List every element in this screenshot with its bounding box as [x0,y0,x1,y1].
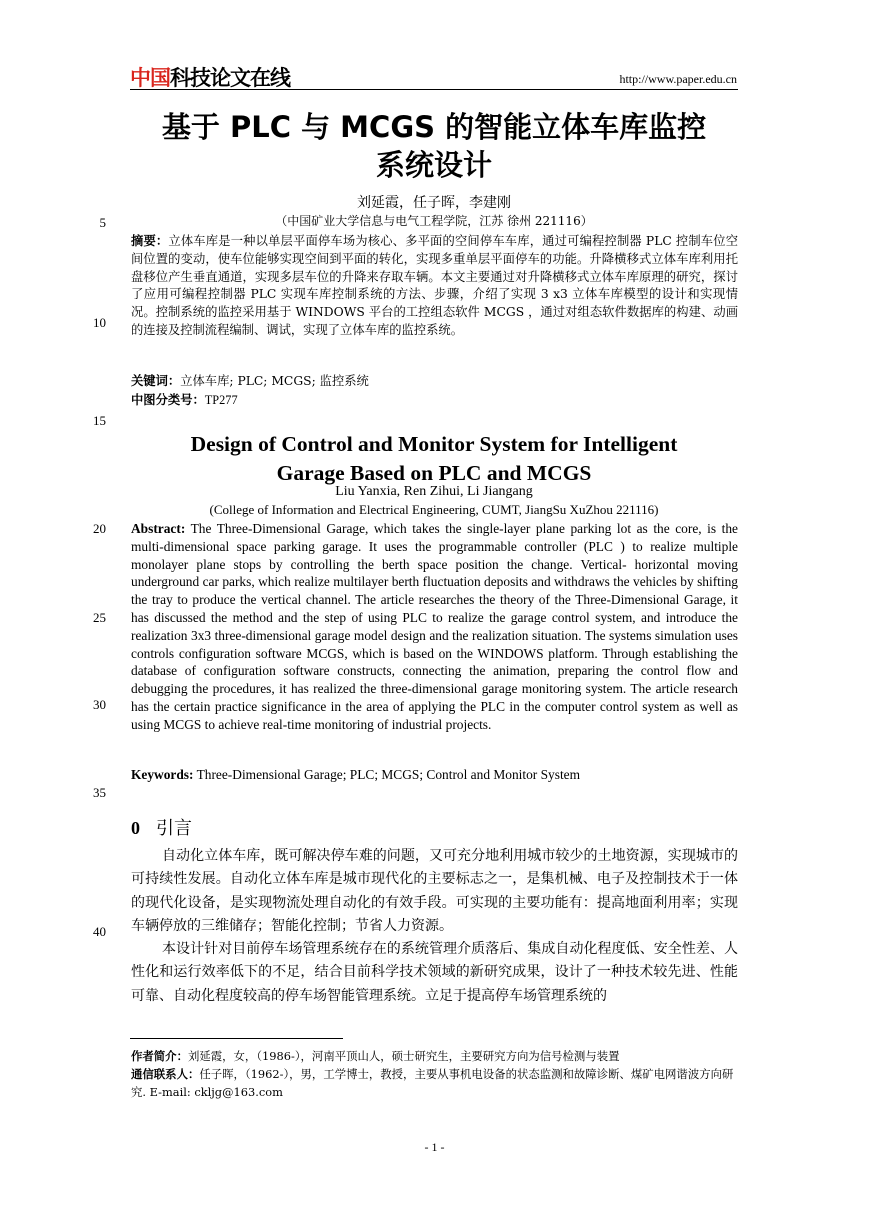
authors-en: Liu Yanxia, Ren Zihui, Li Jiangang [335,484,533,499]
header-url[interactable]: http://www.paper.edu.cn [619,72,737,86]
title-cn [130,108,738,184]
title-en-line1: Design of Control and Monitor System for Intelligent [190,432,678,456]
abstract-en [131,520,738,734]
line-number: 20 [93,521,106,536]
abstract-en-label: Abstract: [131,521,186,536]
abstract-cn [131,233,738,340]
footnote-author-label: 作者简介： [131,1049,188,1063]
keywords-cn [131,373,738,391]
body-paragraph-1: 自动化立体车库，既可解决停车难的问题，又可充分地利用城市较少的土地资源，实现城市的可持续性发展。自动化立体车库是城市现代化的主要标志之一，是集机械、电子及控制技术于一体的现代化设备，是实现物流处理自动化的有效手段。可实现的主要功能有：提高地面利用率；实现车辆停放的三维储存；智能化控制；节省人力资源。 [131,848,738,934]
line-number: 30 [93,697,106,712]
abstract-en-text: The Three-Dimensional Garage, which takes the single-layer plane parking lot as the core, is the multi-dimensional space parking garage. It uses the programmable controller (PLC ) to realize multiple monolayer plane stops by controlling the berth space position the change. Vertical- horizontal moving underground car parks, which realize multilayer berth fluctuation deposits and withdraws the vehicles by shifting the tray to produce the vertical channel. The article researches the theory of the Three-Dimensional Garage, it has discussed the method and the step of using PLC to realize the garage control system, and introduce the realization 3x3 three-dimensional garage model design and the realization situation. The systems simulation uses controls configuration software MCGS, which is based on the WINDOWS platform. Through establishing the database of configuration software constructs, connecting the animation, preparing the control flow and debugging the procedures, it has realized the three-dimensional garage monitoring system. The article research has the certain practice significance in the area of applying the PLC in the computer control system as well as using MCGS to achieve real-time monitoring of industrial projects. [131,521,738,732]
footnote-contact-label: 通信联系人： [131,1067,200,1081]
footnote-rule [130,1038,343,1039]
keywords-cn-label: 关键词： [131,374,181,388]
keywords-en-label: Keywords: [131,767,194,782]
logo-red-text: 中国 [130,66,170,90]
body-paragraph-2: 本设计针对目前停车场管理系统存在的系统管理介质落后、集成自动化程度低、安全性差、人性化和运行效率低下的不足，结合目前科学技术领域的新研究成果，设计了一种技术较先进、性能可靠、自动化程度较高的停车场智能管理系统。立足于提高停车场管理系统的 [131,941,738,1004]
authors-cn: 刘延霞，任子晖，李建刚 [357,195,511,211]
title-en [130,430,738,488]
title-en-line2: Garage Based on PLC and MCGS [276,461,592,485]
page-number: - 1 - [424,1140,445,1154]
footnote-author [131,1047,738,1065]
line-number: 40 [93,924,106,939]
line-number: 5 [99,215,106,230]
classification-cn-label: 中图分类号： [131,393,205,407]
site-logo [130,62,290,92]
title-cn-line2: 系统设计 [375,148,492,182]
section-number: 0 [131,818,140,838]
affiliation-cn: （中国矿业大学信息与电气工程学院，江苏 徐州 221116） [275,214,593,228]
section-title: 引言 [156,818,192,839]
section-heading [131,814,192,840]
abstract-cn-label: 摘要： [131,234,169,248]
footnote-author-text: 刘延霞，女，（1986-），河南平顶山人，硕士研究生，主要研究方向为信号检测与装置 [187,1049,620,1063]
header-rule [130,89,738,90]
classification-cn [131,392,738,410]
keywords-en-text: Three-Dimensional Garage; PLC; MCGS; Control and Monitor System [193,767,581,782]
classification-cn-text: TP277 [204,393,238,407]
line-number: 25 [93,610,106,625]
keywords-en [131,766,738,784]
line-number: 10 [93,315,106,330]
footnote-contact-text: 任子晖，（1962-），男，工学博士，教授，主要从事机电设备的状态监测和故障诊断、煤矿电网谐波方向研究. E-mail: ckljg@163.com [131,1067,734,1099]
logo-black-text: 科技论文在线 [170,66,290,90]
keywords-cn-text: 立体车库; PLC; MCGS; 监控系统 [180,374,369,388]
footnote-contact [131,1065,738,1101]
title-cn-line1: 基于 PLC 与 MCGS 的智能立体车库监控 [161,110,707,144]
affiliation-en: (College of Information and Electrical Engineering, CUMT, JiangSu XuZhou 221116) [209,502,659,517]
line-number: 15 [93,413,106,428]
abstract-cn-text: 立体车库是一种以单层平面停车场为核心、多平面的空间停车车库，通过可编程控制器 PLC 控制车位空间位置的变动，使车位能够实现空间到平面的转化，实现多重单层平面停车的功能。升降横移式立体车库利用托盘移位产生垂直通道，实现多层车位的升降来存取车辆。本文主要通过对升降横移式立体车库原理的研究，探讨了应用可编程控制器 PLC 实现车库控制系统的方法、步骤，介绍了实现 3 x3 立体车库模型的设计和实现情况。控制系统的监控采用基于 WINDOWS 平台的工控组态软件 MCGS ，通过对组态软件数据库的构建、动画的连接及控制流程编制、调试，实现了立体车库的监控系统。 [131,234,738,337]
line-number: 35 [93,785,106,800]
